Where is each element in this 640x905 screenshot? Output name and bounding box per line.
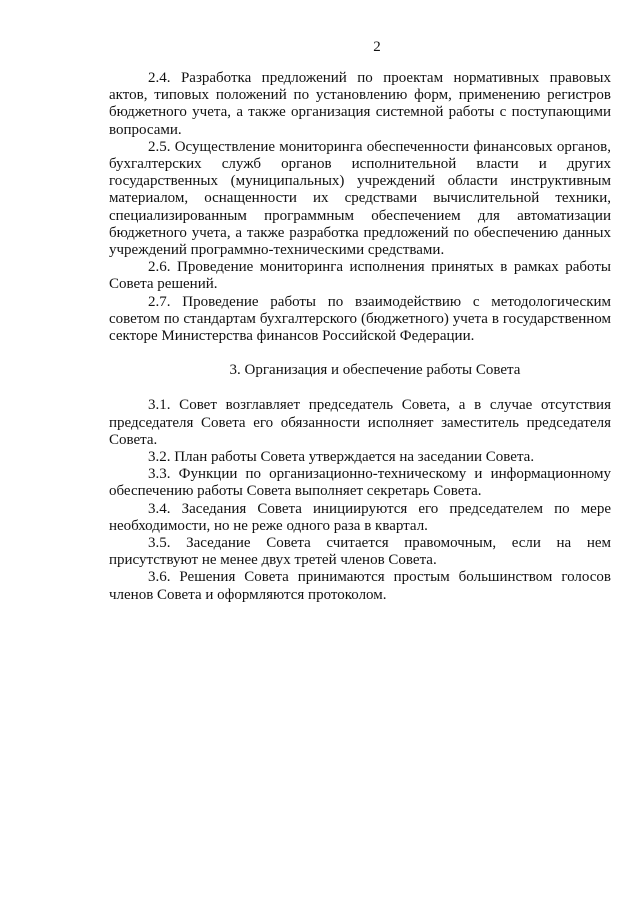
document-body (109, 70, 611, 604)
page-number: 2 (373, 39, 381, 55)
paragraph-3-2: 3.2. План работы Совета утверждается на заседании Совета. (148, 449, 535, 466)
paragraph-3-1: 3.1. Совет возглавляет председатель Совета, а в случае отсутствия председателя Совета его обязанности исполняет заместитель председателя Совета. (109, 397, 611, 448)
paragraph-3-3: 3.3. Функции по организационно-техническому и информационному обеспечению работы Совета выполняет секретарь Совета. (109, 466, 611, 500)
paragraph-3-6: 3.6. Решения Совета принимаются простым большинством голосов членов Совета и оформляются протоколом. (109, 569, 611, 603)
paragraph-3-5: 3.5. Заседание Совета считается правомочным, если на нем присутствуют не менее двух третей членов Совета. (109, 535, 611, 569)
section-3-heading: 3. Организация и обеспечение работы Совета (229, 362, 521, 379)
paragraph-2-7: 2.7. Проведение работы по взаимодействию с методологическим советом по стандартам бухгалтерского (бюджетного) учета в государственном секторе Министерства финансов Российской Федерации. (109, 293, 611, 345)
paragraph-2-4: 2.4. Разработка предложений по проектам нормативных правовых актов, типовых положений по установлению форм, применению регистров бюджетного учета, а также организация системной работы с поступающими вопросами. (109, 70, 611, 138)
paragraph-2-6: 2.6. Проведение мониторинга исполнения принятых в рамках работы Совета решений. (109, 259, 611, 293)
paragraph-3-4: 3.4. Заседания Совета инициируются его председателем по мере необходимости, но не реже одного раза в квартал. (109, 500, 611, 534)
paragraph-2-5: 2.5. Осуществление мониторинга обеспеченности финансовых органов, бухгалтерских служб органов исполнительной власти и других государственных (муниципальных) учреждений области инструктивным материалом, оснащенности их средствами вычислительной техники, специализированным программным обеспечением для автоматизации бюджетного учета, а также разработка предложений по обеспечению данных учреждений программно-техническими средствами. (109, 138, 611, 259)
